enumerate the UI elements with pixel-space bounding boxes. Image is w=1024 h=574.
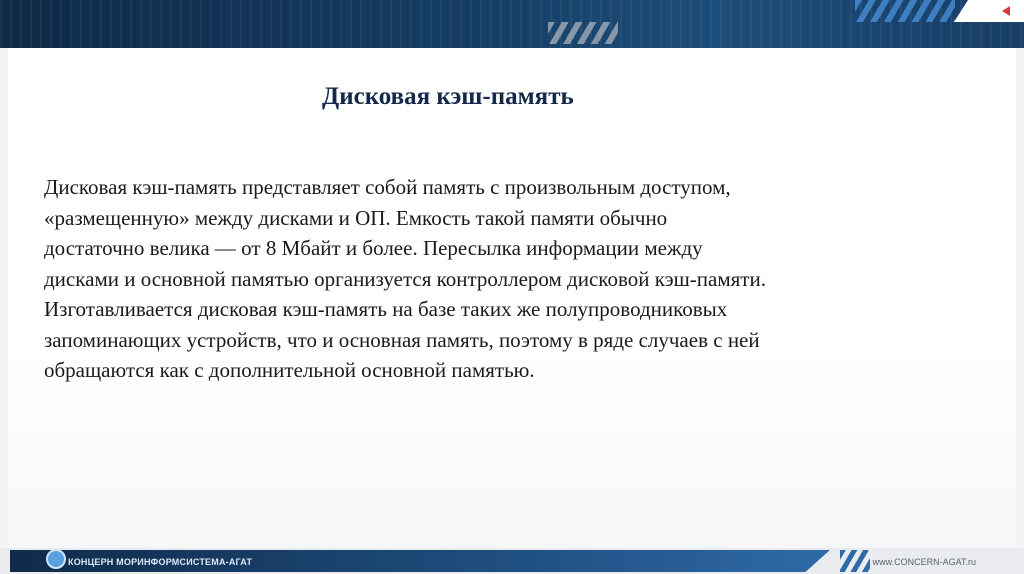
body-line: обращаются как с дополнительной основной памятью. bbox=[44, 358, 535, 382]
company-name: КОНЦЕРН МОРИНФОРМСИСТЕМА-АГАТ bbox=[68, 557, 253, 567]
header-chevron-decoration bbox=[855, 0, 955, 22]
body-line: «размещенную» между дисками и ОП. Емкость такой памяти обычно bbox=[44, 205, 668, 230]
company-logo-icon bbox=[46, 549, 66, 569]
back-arrow-icon bbox=[1002, 6, 1010, 16]
slide-body bbox=[44, 172, 964, 386]
body-line: запоминающих устройств, что и основная память, поэтому в ряде случаев с ней bbox=[44, 327, 760, 352]
body-line: Изготавливается дисковая кэш-память на базе таких же полупроводниковых bbox=[44, 297, 728, 321]
body-line: дисками и основной памятью организуется контроллером дисковой кэш-памяти. bbox=[44, 266, 766, 291]
footer-chevron-decoration bbox=[840, 550, 870, 572]
body-line: достаточно велика — от 8 Мбайт и более. Пересылка информации между bbox=[44, 236, 703, 260]
body-line: Дисковая кэш-память представляет собой память с произвольным доступом, bbox=[44, 175, 731, 199]
grey-chevron-decoration bbox=[548, 22, 618, 44]
slide-title: Дисковая кэш-память bbox=[322, 83, 574, 110]
website-link[interactable]: www.CONCERN-AGAT.ru bbox=[872, 557, 976, 567]
